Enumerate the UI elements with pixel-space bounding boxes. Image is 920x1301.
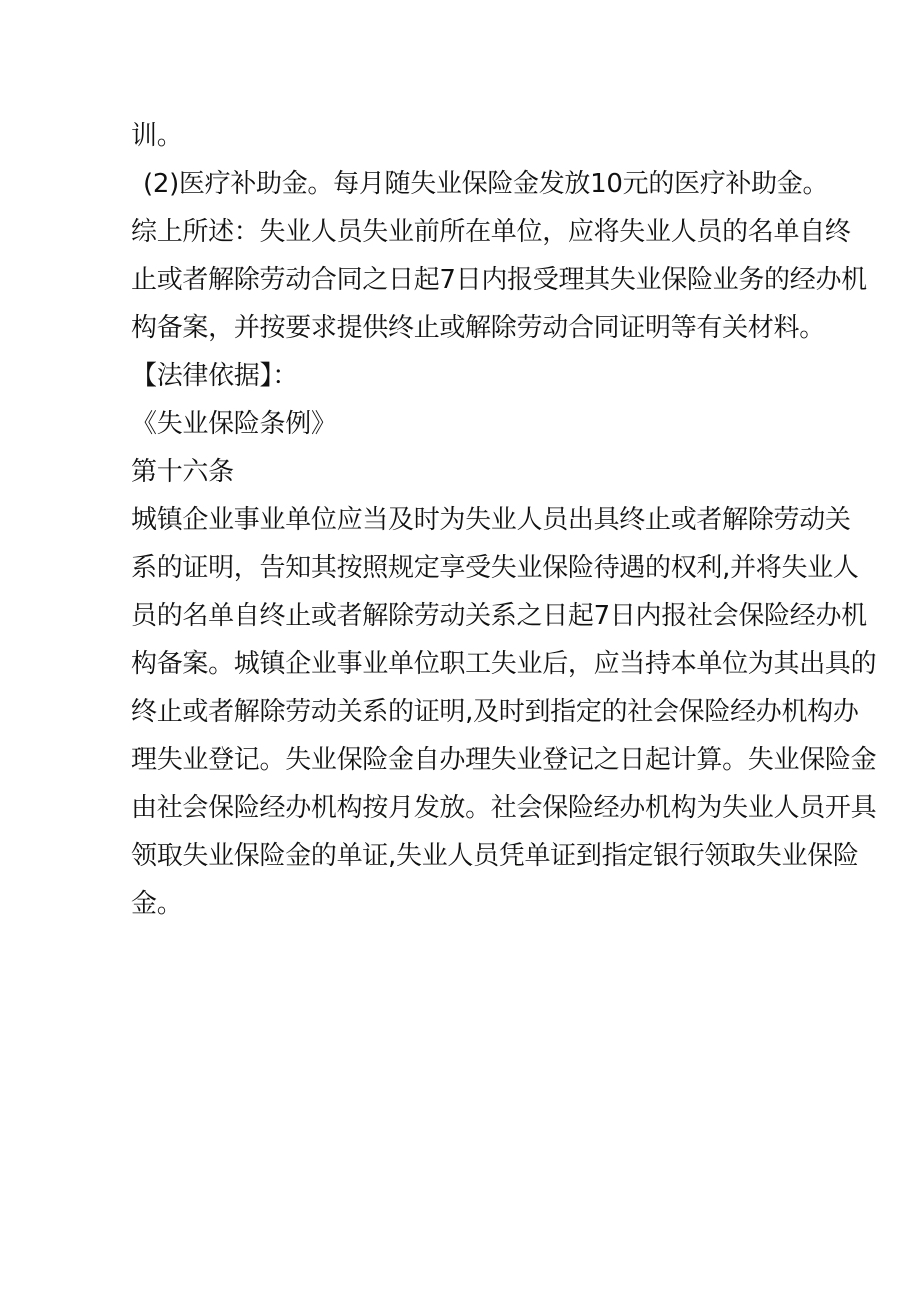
text-line: 理失业登记。失业保险金自办理失业登记之日起计算。失业保险金 — [131, 745, 877, 775]
text-line: 员的名单自终止或者解除劳动关系之日起7日内报社会保险经办机 — [131, 601, 867, 631]
text-line: 金。 — [131, 889, 183, 919]
section-heading: 【法律依据】： — [131, 361, 298, 391]
article-number: 第十六条 — [131, 457, 234, 487]
text-line: 终止或者解除劳动关系的证明,及时到指定的社会保险经办机构办 — [131, 697, 859, 727]
text-line: (2)医疗补助金。每月随失业保险金发放10元的医疗补助金。 — [143, 169, 829, 199]
text-line: 构备案。城镇企业事业单位职工失业后，应当持本单位为其出具的 — [131, 649, 877, 679]
text-line: 领取失业保险金的单证,失业人员凭单证到指定银行领取失业保险 — [131, 841, 859, 871]
law-title: 《失业保险条例》 — [131, 409, 337, 439]
text-line: 由社会保险经办机构按月发放。社会保险经办机构为失业人员开具 — [131, 793, 877, 823]
text-line: 系的证明，告知其按照规定享受失业保险待遇的权利,并将失业人 — [131, 553, 859, 583]
text-line: 城镇企业事业单位应当及时为失业人员出具终止或者解除劳动关 — [131, 505, 851, 535]
text-line: 止或者解除劳动合同之日起7日内报受理其失业保险业务的经办机 — [131, 265, 867, 295]
text-line: 训。 — [131, 121, 183, 151]
text-line: 构备案，并按要求提供终止或解除劳动合同证明等有关材料。 — [131, 313, 825, 343]
text-line: 综上所述：失业人员失业前所在单位，应将失业人员的名单自终 — [131, 217, 851, 247]
document-body — [131, 112, 877, 928]
